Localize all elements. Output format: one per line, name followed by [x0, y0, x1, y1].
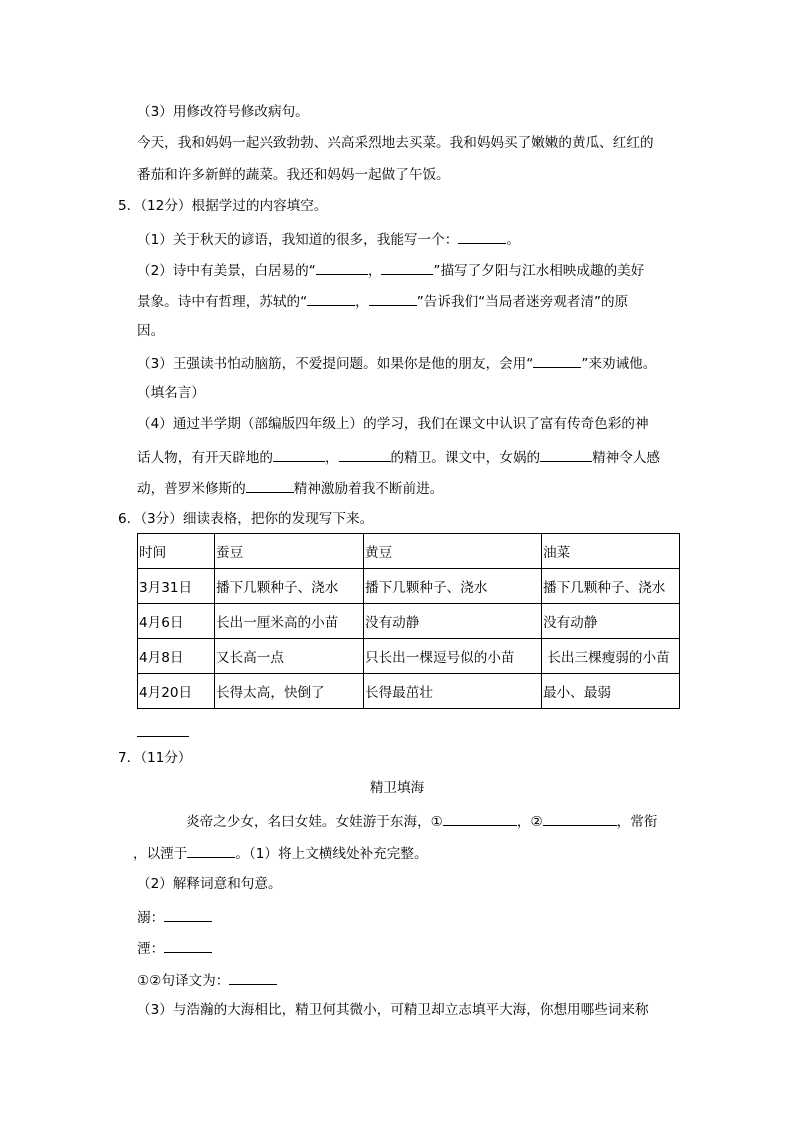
q5-heading: 5．（12分）根据学过的内容填空。	[118, 198, 328, 214]
header-cell: 油菜	[542, 534, 680, 569]
cell: 4月8日	[138, 639, 215, 674]
answer-blank-2[interactable]	[543, 811, 617, 826]
q5-sub4-end	[137, 478, 443, 498]
q4-text-2: 番茄和许多新鲜的蔬菜。我还和妈妈一起做了午饭。	[137, 167, 450, 183]
table-row	[138, 674, 680, 709]
answer-blank[interactable]	[187, 843, 235, 858]
passage-line-1	[186, 811, 657, 831]
passage-line-2	[133, 843, 428, 863]
text: 。	[506, 232, 520, 248]
header-cell: 时间	[138, 534, 215, 569]
text: 溺：	[137, 910, 165, 926]
table-row	[138, 604, 680, 639]
text: ，以湮于	[133, 846, 188, 862]
text: 的精卫。课文中，女娲的	[390, 450, 541, 466]
text: 湮：	[137, 941, 165, 957]
cell: 最小、最弱	[542, 674, 680, 709]
cell: 播下几颗种子、浇水	[364, 569, 542, 604]
q5-sub4: （4）通过半学期（部编版四年级上）的学习，我们在课文中认识了富有传奇色彩的神	[137, 416, 649, 432]
word-2	[137, 938, 212, 958]
answer-blank[interactable]	[458, 229, 506, 244]
text: 精神激励着我不断前进。	[293, 481, 444, 497]
answer-blank[interactable]	[316, 260, 368, 275]
cell: 播下几颗种子、浇水	[215, 569, 364, 604]
text: ”告诉我们“当局者迷旁观者清”的原	[416, 294, 629, 310]
answer-blank[interactable]	[164, 938, 212, 953]
text: ，	[355, 294, 369, 310]
answer-blank[interactable]	[369, 291, 417, 306]
answer-blank-1[interactable]	[443, 811, 517, 826]
text: ，②	[516, 814, 543, 830]
text: ①②句译文为：	[137, 973, 230, 989]
cell: 4月20日	[138, 674, 215, 709]
text: 动，普罗米修斯的	[137, 481, 246, 497]
translation	[137, 970, 277, 990]
cell: 没有动静	[542, 604, 680, 639]
q5-sub2-cont	[137, 291, 628, 311]
answer-blank[interactable]	[339, 447, 391, 462]
text: ”来劝诫他。	[581, 356, 657, 372]
text: 炎帝之少女，名曰女娃。女娃游于东海，①	[186, 814, 443, 830]
cell: 长出三棵瘦弱的小苗	[542, 639, 680, 674]
text: ，	[324, 450, 339, 466]
text: （2）诗中有美景，白居易的“	[137, 263, 316, 279]
answer-blank[interactable]	[533, 353, 581, 368]
answer-blank[interactable]	[381, 260, 433, 275]
q6-answer-line[interactable]	[137, 722, 189, 742]
cell: 播下几颗种子、浇水	[542, 569, 680, 604]
q6-heading: 6．（3分）细读表格，把你的发现写下来。	[118, 511, 374, 527]
q5-sub1	[137, 229, 520, 249]
text: 。（1）将上文横线处补充完整。	[235, 846, 428, 862]
text: ，	[367, 263, 382, 279]
answer-blank[interactable]	[273, 447, 325, 462]
q4-text-1: 今天，我和妈妈一起兴致勃勃、兴高采烈地去买菜。我和妈妈买了嫩嫩的黄瓜、红红的	[137, 135, 654, 151]
text: ”描写了夕阳与江水相映成趣的美好	[433, 263, 645, 279]
cell: 只长出一棵逗号似的小苗	[364, 639, 542, 674]
answer-blank[interactable]	[307, 291, 355, 306]
text: 景象。诗中有哲理，苏轼的“	[137, 294, 308, 310]
q5-sub3-note: （填名言）	[137, 385, 205, 401]
cell: 长得太高，快倒了	[215, 674, 364, 709]
answer-blank[interactable]	[540, 447, 592, 462]
q7-sub2: （2）解释词意和句意。	[137, 876, 282, 892]
passage-title: 精卫填海	[369, 780, 425, 796]
cell: 又长高一点	[215, 639, 364, 674]
q5-sub4-cont	[137, 447, 660, 467]
text: （3）王强读书怕动脑筋，不爱提问题。如果你是他的朋友，会用“	[137, 356, 534, 372]
q7-heading: 7．（11分）	[118, 750, 192, 766]
table-row	[138, 569, 680, 604]
q5-sub2-end: 因。	[137, 323, 165, 339]
cell: 4月6日	[138, 604, 215, 639]
header-cell: 蚕豆	[215, 534, 364, 569]
text: 话人物，有开天辟地的	[137, 450, 273, 466]
q4-sub3: （3）用修改符号修改病句。	[137, 104, 309, 120]
table-header-row	[138, 534, 680, 569]
observation-table	[137, 533, 680, 709]
text: ，常衔	[616, 814, 658, 830]
q7-sub3: （3）与浩瀚的大海相比，精卫何其微小，可精卫却立志填平大海，你想用哪些词来称	[137, 1002, 649, 1018]
word-1	[137, 907, 212, 927]
text: 精神令人感	[592, 450, 661, 466]
cell: 长出一厘米高的小苗	[215, 604, 364, 639]
cell: 没有动静	[364, 604, 542, 639]
table-row	[138, 639, 680, 674]
q5-sub2	[137, 260, 644, 280]
header-cell: 黄豆	[364, 534, 542, 569]
answer-blank[interactable]	[164, 907, 212, 922]
answer-blank[interactable]	[229, 970, 277, 985]
answer-blank[interactable]	[246, 478, 294, 493]
cell: 3月31日	[138, 569, 215, 604]
text: （1）关于秋天的谚语，我知道的很多，我能写一个：	[137, 232, 459, 248]
q5-sub3	[137, 353, 656, 373]
cell: 长得最茁壮	[364, 674, 542, 709]
